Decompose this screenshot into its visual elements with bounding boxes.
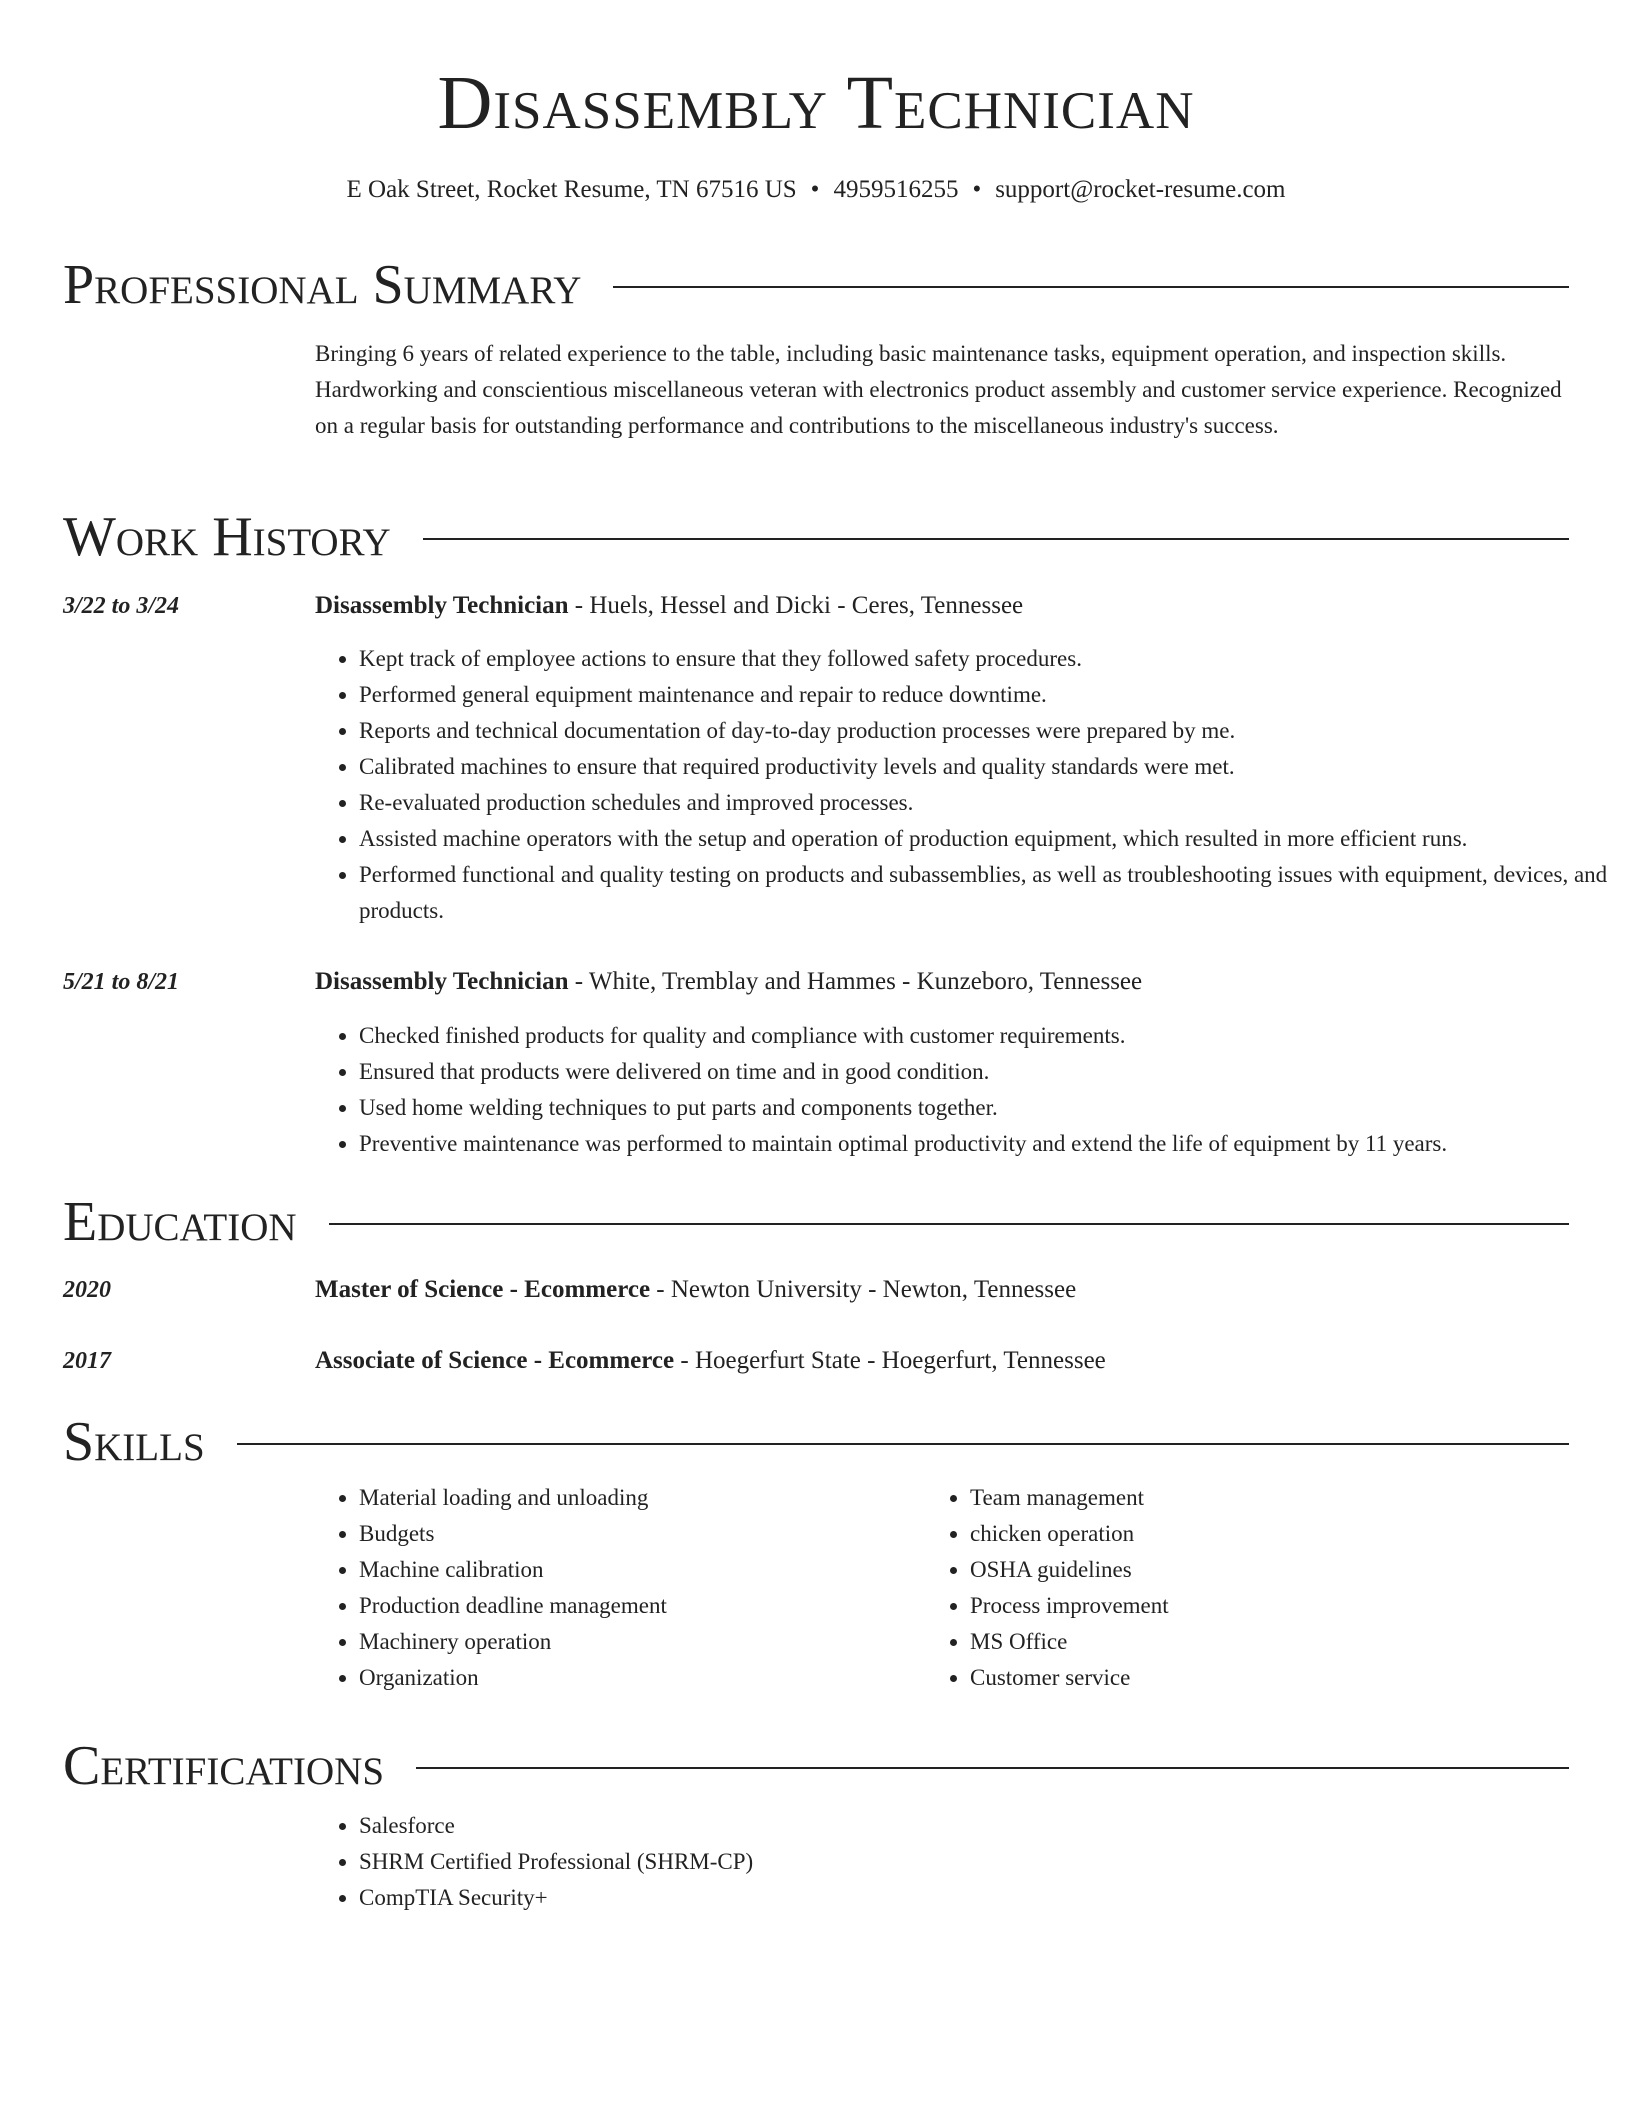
list-item: • Ensured that products were delivered on time and in good condition.	[359, 1054, 1613, 1090]
contact-phone: 4959516255	[833, 176, 959, 203]
skill-item: • Machinery operation	[359, 1624, 919, 1660]
list-item: • Used home welding techniques to put parts and components together.	[359, 1090, 1613, 1126]
school: - Newton University - Newton, Tennessee	[650, 1276, 1077, 1303]
list-item: • Preventive maintenance was performed to maintain optimal productivity and extend the life of equipment by 11 years.	[359, 1126, 1613, 1162]
candidate-name: Disassembly Technician	[437, 61, 1195, 145]
education-year: 2020	[63, 1277, 111, 1303]
job-bullets	[315, 1018, 1613, 1162]
contact-email: support@rocket-resume.com	[995, 176, 1286, 203]
certification-item: • CompTIA Security+	[359, 1880, 1613, 1916]
skill-item: • Machine calibration	[359, 1552, 919, 1588]
certification-item: • SHRM Certified Professional (SHRM-CP)	[359, 1844, 1613, 1880]
job-title: Disassembly Technician	[315, 592, 569, 619]
section-divider	[329, 1223, 1569, 1225]
list-item: • Kept track of employee actions to ensure that they followed safety procedures.	[359, 641, 1613, 677]
skill-item: • Production deadline management	[359, 1588, 919, 1624]
list-item: • Reports and technical documentation of day-to-day production processes were prepared by me.	[359, 713, 1613, 749]
job-title: Disassembly Technician	[315, 968, 569, 995]
skill-item: • Process improvement	[970, 1588, 1530, 1624]
skill-item: • Team management	[970, 1480, 1530, 1516]
education-year: 2017	[63, 1348, 111, 1374]
contact-separator: •	[810, 176, 820, 203]
certifications-list	[315, 1808, 1613, 1916]
list-item: • Performed functional and quality testing on products and subassemblies, as well as troubleshooting issues with equipment, devices, and products.	[359, 857, 1613, 929]
skills-list-right	[926, 1480, 1530, 1696]
summary-section-header	[63, 253, 1569, 317]
contact-separator: •	[972, 176, 982, 203]
contact-address: E Oak Street, Rocket Resume, TN 67516 US	[346, 176, 797, 203]
section-title: Education	[63, 1191, 297, 1253]
work-history-section-header	[63, 505, 1569, 569]
section-title: Certifications	[63, 1735, 385, 1797]
summary-text: Bringing 6 years of related experience to the table, including basic maintenance tasks, equipment operation, and inspection skills. Hardworking and conscientious miscellaneous veteran with electronics product assembly and customer service experience. Recognized on a regular basis for outstanding performance and contributions to the miscellaneous industry's success.	[315, 341, 1562, 438]
skill-item: • Budgets	[359, 1516, 919, 1552]
certification-item: • Salesforce	[359, 1808, 1613, 1844]
education-section-header	[63, 1190, 1569, 1254]
degree: Associate of Science - Ecommerce	[315, 1347, 675, 1374]
skill-item: • MS Office	[970, 1624, 1530, 1660]
skills-section-header	[63, 1410, 1569, 1474]
list-item: • Performed general equipment maintenance and repair to reduce downtime.	[359, 677, 1613, 713]
contact-line	[0, 174, 1632, 206]
job-bullets	[315, 641, 1613, 929]
list-item: • Calibrated machines to ensure that required productivity levels and quality standards were met.	[359, 749, 1613, 785]
section-title: Professional Summary	[63, 254, 582, 316]
list-item: • Checked finished products for quality and compliance with customer requirements.	[359, 1018, 1613, 1054]
certifications-section-header	[63, 1734, 1569, 1798]
section-divider	[423, 538, 1569, 540]
degree: Master of Science - Ecommerce	[315, 1276, 651, 1303]
skill-item: • Customer service	[970, 1660, 1530, 1696]
skills-list-left	[315, 1480, 919, 1696]
job-employer: - White, Tremblay and Hammes - Kunzeboro, Tennessee	[568, 968, 1143, 995]
job-heading	[315, 964, 1569, 1000]
skill-item: • Organization	[359, 1660, 919, 1696]
list-item: • Re-evaluated production schedules and improved processes.	[359, 785, 1613, 821]
section-divider	[237, 1443, 1569, 1445]
section-title: Work History	[63, 506, 391, 568]
job-dates: 5/21 to 8/21	[63, 969, 180, 995]
job-dates: 3/22 to 3/24	[63, 593, 180, 619]
skill-item: • OSHA guidelines	[970, 1552, 1530, 1588]
section-divider	[416, 1767, 1569, 1769]
job-employer: - Huels, Hessel and Dicki - Ceres, Tennessee	[568, 592, 1024, 619]
section-divider	[613, 286, 1569, 288]
section-title: Skills	[63, 1411, 205, 1473]
education-entry	[315, 1343, 1569, 1379]
list-item: • Assisted machine operators with the setup and operation of production equipment, which resulted in more efficient runs.	[359, 821, 1613, 857]
skill-item: • chicken operation	[970, 1516, 1530, 1552]
school: - Hoegerfurt State - Hoegerfurt, Tennessee	[674, 1347, 1106, 1374]
skill-item: • Material loading and unloading	[359, 1480, 919, 1516]
job-heading	[315, 588, 1569, 624]
education-entry	[315, 1272, 1569, 1308]
